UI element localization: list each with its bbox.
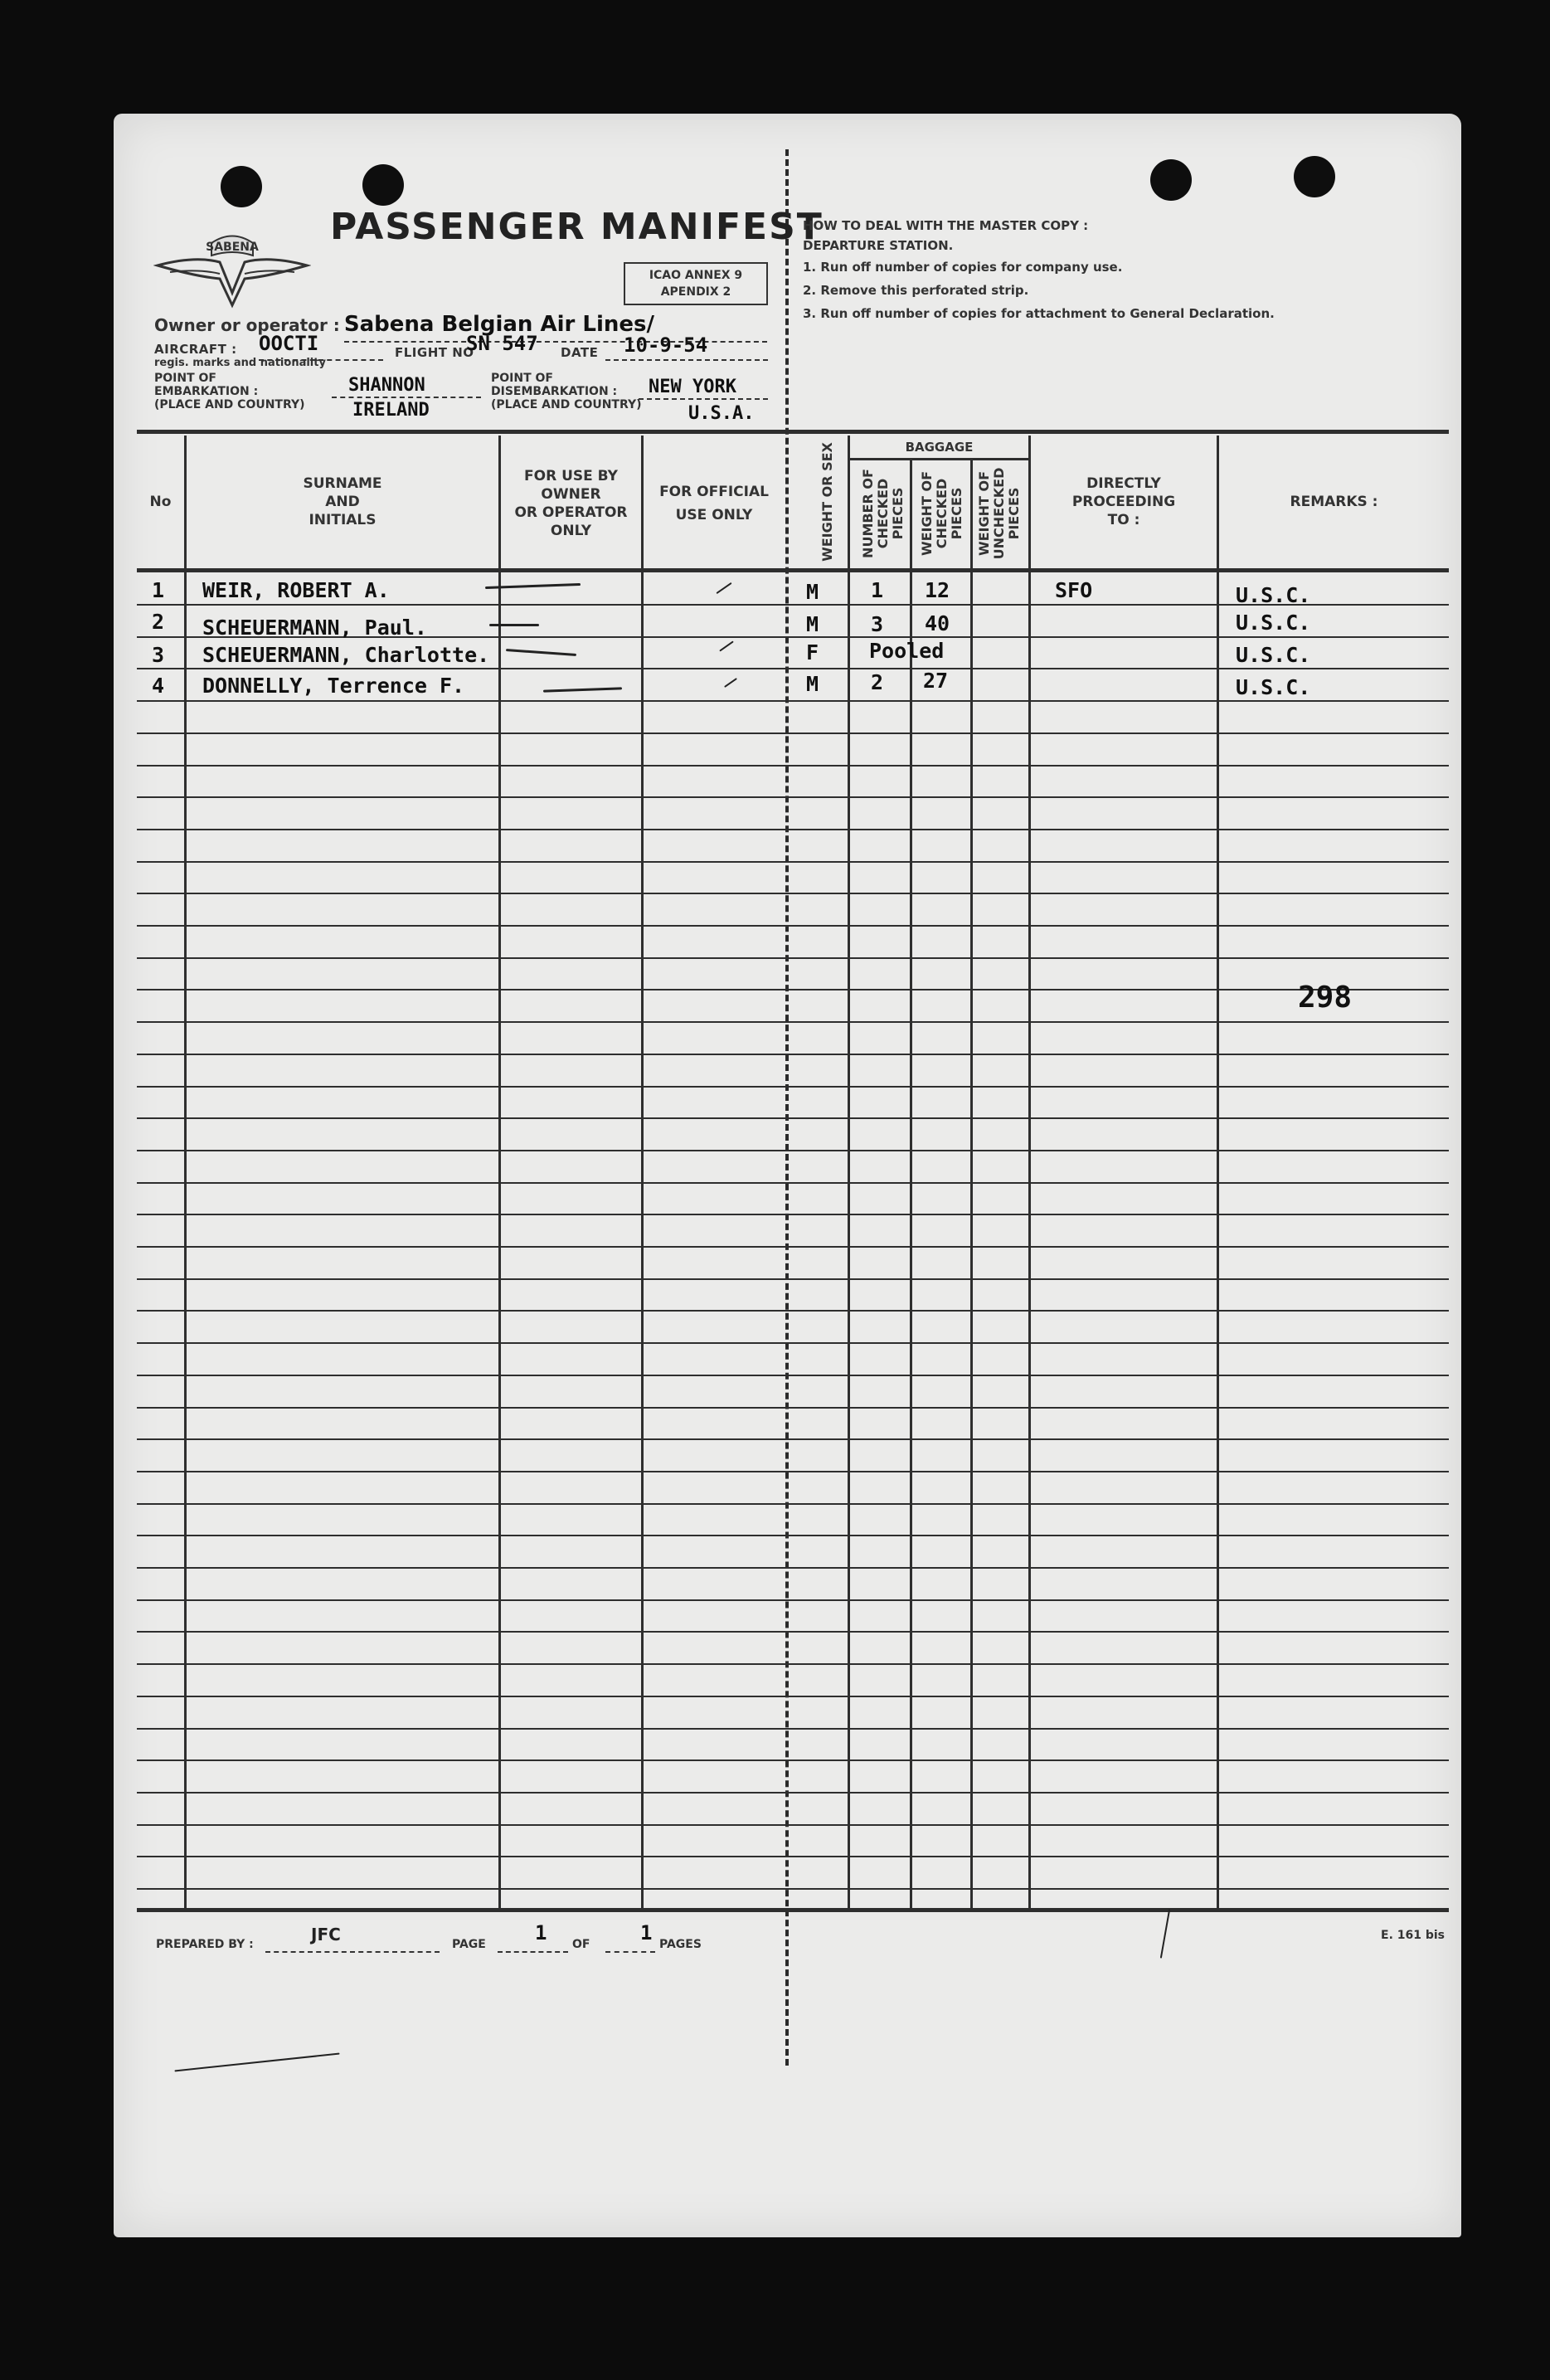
instructions-heading: DEPARTURE STATION. (803, 238, 954, 253)
ruled-line (137, 1117, 1449, 1119)
checked-weight: 40 (925, 611, 950, 635)
label-line: (PLACE AND COUNTRY) (491, 398, 642, 411)
embarkation-city: SHANNON (348, 375, 425, 396)
ruled-line (137, 1503, 1449, 1505)
total-pages: 1 (640, 1921, 653, 1944)
label-line: POINT OF (154, 372, 216, 385)
passenger-sex: M (806, 672, 819, 696)
column-divider (498, 436, 501, 1912)
ruled-line (137, 1342, 1449, 1344)
header-line: USE ONLY (675, 507, 753, 523)
header-line: TO : (1107, 512, 1140, 528)
ruled-line (137, 1888, 1449, 1890)
header-owner-use (501, 467, 641, 540)
label-line: DISEMBARKATION : (491, 385, 618, 398)
table-bottom-rule (137, 1908, 1449, 1912)
aircraft-sublabel: regis. marks and nationality (154, 357, 326, 369)
header-line: WEIGHT OF (976, 470, 992, 557)
punch-hole (1294, 156, 1335, 197)
ruled-line (137, 1696, 1449, 1697)
disembarkation-country: U.S.A. (688, 403, 755, 424)
header-line: PIECES (1006, 487, 1022, 540)
header-line: DIRECTLY (1086, 475, 1161, 492)
embarkation-country: IRELAND (352, 400, 430, 421)
page-title: PASSENGER MANIFEST (330, 206, 824, 248)
passenger-name: SCHEUERMANN, Paul. (202, 616, 427, 640)
header-line: NUMBER OF (860, 469, 876, 558)
ruled-line (137, 1728, 1449, 1730)
date-label: DATE (561, 345, 599, 360)
ruled-line (137, 1599, 1449, 1601)
ruled-line (137, 925, 1449, 927)
ruled-line (137, 1535, 1449, 1536)
instruction-item: 3. Run off number of copies for attachment to General Declaration. (803, 306, 1275, 321)
disembarkation-label (491, 372, 642, 411)
column-divider (184, 436, 187, 1912)
ruled-line (137, 1407, 1449, 1409)
ruled-line (137, 1663, 1449, 1665)
column-divider (970, 458, 973, 1912)
header-line: INITIALS (309, 512, 377, 528)
ruled-line (137, 1792, 1449, 1794)
ruled-line (137, 1471, 1449, 1472)
remarks-value: U.S.C. (1236, 675, 1311, 699)
ruled-line (137, 1856, 1449, 1857)
header-official-use (644, 483, 785, 524)
prepared-by-value: JFC (311, 1925, 341, 1944)
header-line: OWNER (541, 486, 601, 503)
header-remarks: REMARKS : (1290, 494, 1378, 510)
checked-pieces: 3 (871, 612, 884, 636)
page-number: 1 (535, 1921, 547, 1944)
ruled-line (137, 796, 1449, 798)
header-line: UNCHECKED (991, 467, 1007, 560)
ruled-line (137, 1086, 1449, 1088)
header-weight-sex: WEIGHT OR SEX (819, 442, 835, 562)
header-num-checked (861, 460, 906, 567)
passenger-sex: M (806, 580, 819, 604)
label-line: (PLACE AND COUNTRY) (154, 398, 305, 411)
ruled-line (137, 732, 1449, 734)
header-weight-checked (920, 460, 964, 567)
ruled-line (137, 989, 1449, 990)
underline (265, 1951, 440, 1953)
remarks-value: U.S.C. (1236, 611, 1311, 635)
flight-label: FLIGHT NO (395, 345, 474, 360)
ruled-line (137, 1438, 1449, 1440)
header-line: WEIGHT OF (919, 470, 935, 557)
row-number: 1 (152, 578, 165, 602)
row-number: 2 (152, 610, 165, 634)
owner-value: Sabena Belgian Air Lines/ (343, 312, 654, 337)
icao-reference-box (624, 262, 768, 305)
prepared-by-label: PREPARED BY : (156, 1938, 254, 1951)
header-no: No (149, 494, 172, 510)
ruled-line (137, 1150, 1449, 1151)
ruled-line (137, 1631, 1449, 1633)
instruction-item: 2. Remove this perforated strip. (803, 283, 1029, 298)
header-proceeding (1031, 475, 1217, 529)
checked-weight: 27 (923, 669, 949, 693)
header-line: FOR USE BY (524, 468, 618, 484)
row-number: 4 (152, 674, 165, 698)
ruled-line (137, 668, 1449, 669)
ruled-line (137, 1278, 1449, 1280)
ruled-line (137, 1246, 1449, 1248)
icao-line: ICAO ANNEX 9 (649, 269, 743, 282)
ruled-line (137, 1375, 1449, 1376)
ruled-line (137, 1310, 1449, 1312)
form-code: E. 161 bis (1381, 1929, 1446, 1942)
ruled-line (137, 1021, 1449, 1023)
ruled-line (137, 1824, 1449, 1826)
header-line: SURNAME (303, 475, 382, 492)
passenger-sex: F (806, 640, 819, 664)
ruled-line (137, 1759, 1449, 1761)
underline (332, 397, 481, 398)
remarks-total: 298 (1298, 981, 1353, 1015)
header-line: OR OPERATOR (514, 504, 628, 521)
checked-pieces: 1 (871, 578, 884, 602)
master-copy-instructions (803, 216, 1275, 325)
ruled-line (137, 861, 1449, 863)
column-divider (848, 436, 850, 1912)
pages-label: PAGES (659, 1938, 702, 1951)
header-line: ONLY (550, 523, 592, 539)
underline (605, 359, 768, 361)
ruled-line (137, 957, 1449, 959)
aircraft-label: AIRCRAFT : (154, 342, 237, 357)
ruled-line (137, 1182, 1449, 1184)
header-line: PIECES (890, 487, 906, 540)
ruled-line (137, 700, 1449, 702)
remarks-value: U.S.C. (1236, 643, 1311, 667)
date-value: 10-9-54 (624, 333, 708, 357)
table-header-rule (137, 568, 1449, 572)
punch-hole (362, 164, 404, 206)
pen-mark (489, 624, 539, 626)
header-line: AND (325, 494, 360, 510)
underline (498, 1951, 568, 1953)
passenger-name: DONNELLY, Terrence F. (202, 674, 465, 698)
punch-hole (221, 166, 262, 207)
passenger-sex: M (806, 612, 819, 636)
header-line: CHECKED (875, 478, 891, 549)
underline (605, 1951, 655, 1953)
disembarkation-city: NEW YORK (649, 377, 736, 397)
column-divider (641, 436, 644, 1912)
header-line: PIECES (949, 487, 964, 540)
checked-pieces: 2 (871, 670, 884, 694)
underline (639, 398, 768, 400)
ruled-line (137, 765, 1449, 767)
page-label: PAGE (452, 1938, 486, 1951)
ruled-line (137, 1054, 1449, 1055)
svg-text:SABENA: SABENA (206, 241, 259, 254)
ruled-line (137, 1214, 1449, 1215)
sabena-logo (153, 214, 311, 314)
ruled-line (137, 829, 1449, 830)
header-baggage: BAGGAGE (905, 440, 974, 455)
underline (259, 359, 383, 361)
header-surname (187, 475, 498, 529)
embarkation-label (154, 372, 305, 411)
remarks-value: U.S.C. (1236, 583, 1311, 607)
aircraft-value: OOCTI (259, 332, 319, 355)
column-divider (1217, 436, 1219, 1912)
of-label: OF (572, 1938, 590, 1951)
passenger-name: SCHEUERMANN, Charlotte. (202, 643, 490, 667)
ruled-line (137, 1567, 1449, 1569)
checked-weight: 12 (925, 578, 950, 602)
header-line: CHECKED (934, 478, 950, 549)
icao-line: APENDIX 2 (660, 285, 731, 299)
table-top-rule (137, 430, 1449, 434)
ruled-line (137, 893, 1449, 894)
perforation-line (785, 149, 789, 2066)
header-weight-unchecked (977, 460, 1022, 567)
column-divider (910, 458, 912, 1912)
passenger-name: WEIR, ROBERT A. (202, 578, 390, 602)
row-number: 3 (152, 643, 165, 667)
proceeding-to: SFO (1055, 578, 1093, 602)
label-line: POINT OF (491, 372, 553, 385)
column-divider (1028, 436, 1031, 1912)
instructions-heading: HOW TO DEAL WITH THE MASTER COPY : (803, 218, 1089, 233)
owner-label: Owner or operator : (154, 315, 340, 335)
header-line: PROCEEDING (1071, 494, 1176, 510)
flight-value: SN 547 (466, 332, 538, 355)
owner-field (154, 312, 654, 337)
instruction-item: 1. Run off number of copies for company use. (803, 260, 1123, 275)
header-line: FOR OFFICIAL (659, 484, 769, 500)
punch-hole (1150, 159, 1192, 201)
checked-pieces: Pooled (869, 639, 945, 663)
label-line: EMBARKATION : (154, 385, 259, 398)
